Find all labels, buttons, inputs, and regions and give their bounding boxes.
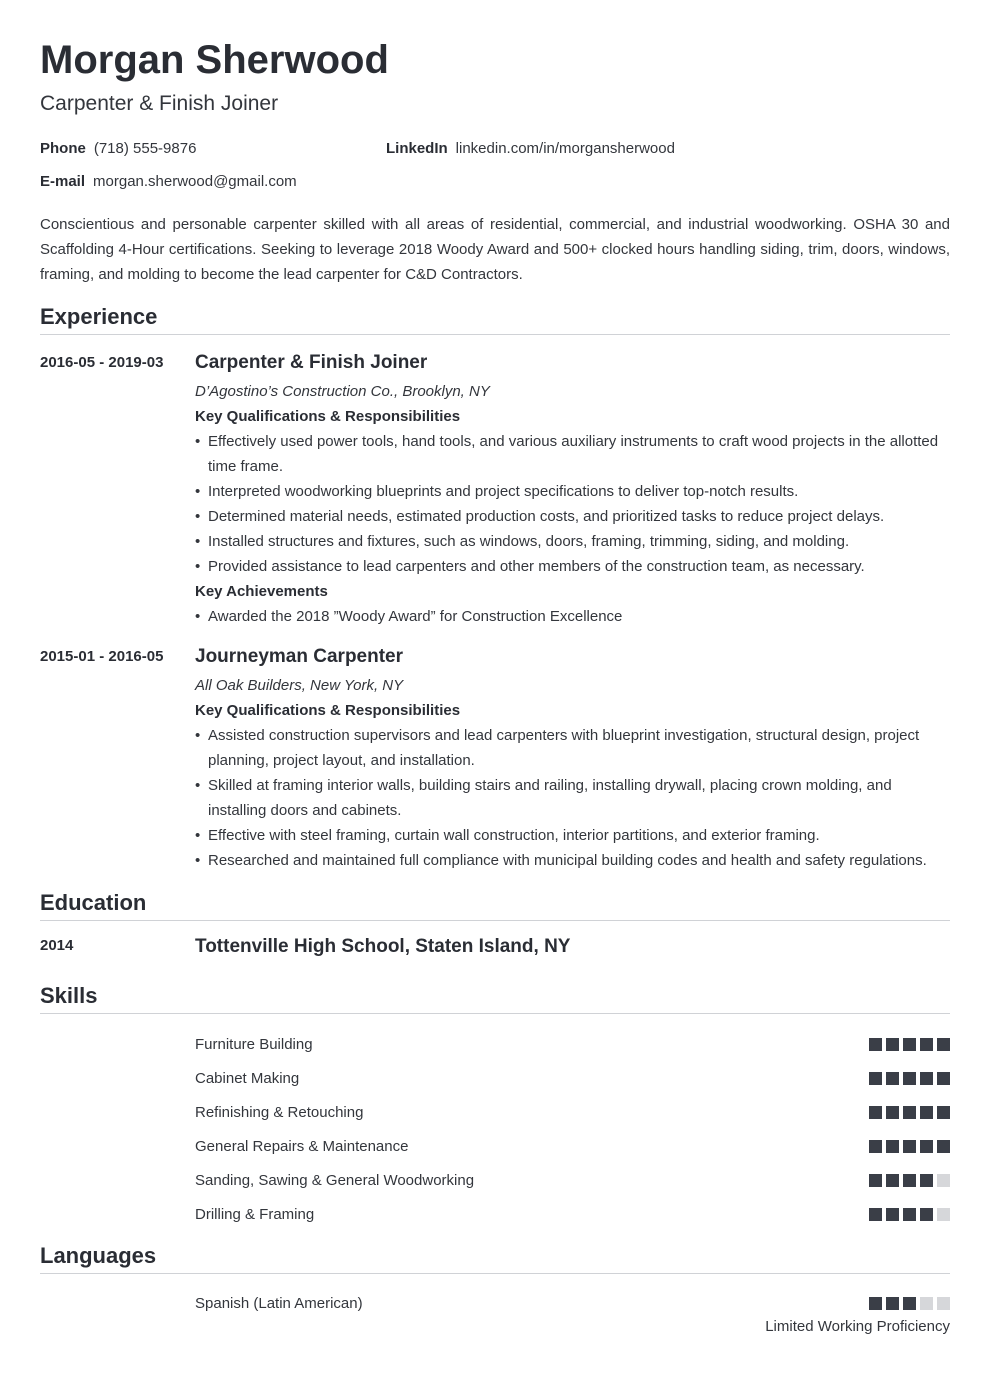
rating-square-filled <box>920 1174 933 1187</box>
education-heading: Education <box>40 890 950 921</box>
linkedin-link[interactable]: linkedin.com/in/morgansherwood <box>455 140 675 157</box>
experience-entry <box>40 349 950 629</box>
rating-square-filled <box>886 1208 899 1221</box>
language-name: Spanish (Latin American) <box>195 1294 363 1312</box>
job-company: All Oak Builders, New York, NY <box>195 677 404 694</box>
language-rating <box>865 1297 950 1310</box>
rating-square-filled <box>869 1140 882 1153</box>
rating-square-filled <box>920 1208 933 1221</box>
rating-square-empty <box>937 1208 950 1221</box>
job-dates: 2015-01 - 2016-05 <box>40 648 164 665</box>
rating-square-filled <box>886 1038 899 1051</box>
skill-name: Furniture Building <box>195 1035 313 1053</box>
linkedin-item <box>386 139 675 159</box>
rating-square-filled <box>869 1297 882 1310</box>
rating-square-filled <box>869 1106 882 1119</box>
skill-rating <box>865 1106 950 1119</box>
rating-square-filled <box>869 1072 882 1085</box>
language-proficiency: Limited Working Proficiency <box>765 1318 950 1335</box>
rating-square-filled <box>903 1038 916 1051</box>
skill-rating <box>865 1038 950 1051</box>
job-details <box>195 349 950 629</box>
rating-square-filled <box>886 1140 899 1153</box>
languages-heading: Languages <box>40 1243 950 1274</box>
list-item: • Effectively used power tools, hand tools, and various auxiliary instruments to craft wood projects in the allotted time frame. <box>195 429 950 479</box>
rating-square-empty <box>937 1297 950 1310</box>
skill-row <box>40 1027 950 1061</box>
skill-name: Cabinet Making <box>195 1069 300 1087</box>
rating-square-filled <box>937 1106 950 1119</box>
list-item: • Effective with steel framing, curtain wall construction, interior partitions, and exterior framing. <box>195 823 950 848</box>
rating-square-empty <box>920 1297 933 1310</box>
resume-page <box>40 0 950 1337</box>
job-title: Journeyman Carpenter <box>195 646 404 667</box>
rating-square-filled <box>937 1072 950 1085</box>
rating-square-filled <box>920 1106 933 1119</box>
skill-name: Sanding, Sawing & General Woodworking <box>195 1171 475 1189</box>
profile-summary: Conscientious and personable carpenter skilled with all areas of residential, commercial, and industrial woodworking. OSHA 30 and Scaffolding 4-Hour certifications. Seeking to leverage 2018 Woody Award and 500+ clocked hours handling siding, trim, doors, windows, framing, and molding to become the lead carpenter for C&D Contractors. <box>40 216 950 283</box>
contact-row <box>40 139 950 159</box>
list-item: • Provided assistance to lead carpenters and other members of the construction team, as necessary. <box>195 554 950 579</box>
languages-list <box>40 1286 950 1337</box>
candidate-title: Carpenter & Finish Joiner <box>40 92 279 115</box>
list-item: • Assisted construction supervisors and lead carpenters with blueprint investigation, structural design, project planning, project layout, and installation. <box>195 723 950 773</box>
skills-list <box>40 1027 950 1231</box>
rating-square-filled <box>903 1297 916 1310</box>
responsibilities-list <box>195 723 950 873</box>
rating-square-filled <box>937 1140 950 1153</box>
rating-square-filled <box>869 1174 882 1187</box>
skill-row <box>40 1197 950 1231</box>
skill-rating <box>865 1140 950 1153</box>
rating-square-filled <box>869 1038 882 1051</box>
school-name: Tottenville High School, Staten Island, NY <box>195 936 571 957</box>
job-dates: 2016-05 - 2019-03 <box>40 354 164 371</box>
skill-row <box>40 1061 950 1095</box>
list-item: • Skilled at framing interior walls, building stairs and railing, installing drywall, placing crown molding, and installing doors and cabinets. <box>195 773 950 823</box>
rating-square-filled <box>903 1174 916 1187</box>
phone-value: (718) 555-9876 <box>93 140 197 157</box>
skill-name: General Repairs & Maintenance <box>195 1137 409 1155</box>
skill-rating <box>865 1174 950 1187</box>
skill-row <box>40 1129 950 1163</box>
rating-square-filled <box>920 1038 933 1051</box>
list-item: • Interpreted woodworking blueprints and project specifications to deliver top-notch results. <box>195 479 950 504</box>
rating-square-filled <box>920 1140 933 1153</box>
rating-square-filled <box>903 1140 916 1153</box>
job-details <box>195 643 950 873</box>
achievements-list <box>195 604 950 629</box>
responsibilities-list <box>195 429 950 579</box>
rating-square-filled <box>903 1072 916 1085</box>
list-item: • Determined material needs, estimated production costs, and prioritized tasks to reduce project delays. <box>195 504 950 529</box>
rating-square-filled <box>869 1208 882 1221</box>
skill-name: Refinishing & Retouching <box>195 1103 364 1121</box>
candidate-name: Morgan Sherwood <box>40 38 389 82</box>
email-item <box>40 172 386 192</box>
experience-heading: Experience <box>40 304 950 335</box>
rating-square-filled <box>937 1038 950 1051</box>
job-title: Carpenter & Finish Joiner <box>195 352 428 373</box>
list-item: • Researched and maintained full compliance with municipal building codes and health and safety regulations. <box>195 848 950 873</box>
phone-label: Phone <box>40 140 86 157</box>
contact-info <box>40 139 950 192</box>
rating-square-filled <box>886 1174 899 1187</box>
rating-square-filled <box>903 1208 916 1221</box>
education-entry <box>40 933 950 961</box>
email-label: E-mail <box>40 173 86 190</box>
language-row <box>40 1286 950 1320</box>
rating-square-filled <box>886 1072 899 1085</box>
rating-square-empty <box>937 1174 950 1187</box>
qualifications-heading: Key Qualifications & Responsibilities <box>195 408 461 425</box>
rating-square-filled <box>886 1297 899 1310</box>
contact-row <box>40 172 950 192</box>
email-link[interactable]: morgan.sherwood@gmail.com <box>93 173 297 190</box>
skills-heading: Skills <box>40 983 950 1014</box>
rating-square-filled <box>886 1106 899 1119</box>
job-company: D’Agostino’s Construction Co., Brooklyn, NY <box>195 383 490 400</box>
skill-rating <box>865 1208 950 1221</box>
rating-square-filled <box>903 1106 916 1119</box>
education-year: 2014 <box>40 937 74 954</box>
rating-square-filled <box>920 1072 933 1085</box>
list-item: • Installed structures and fixtures, such as windows, doors, framing, trimming, siding, and molding. <box>195 529 950 554</box>
skill-row <box>40 1095 950 1129</box>
skill-name: Drilling & Framing <box>195 1205 315 1223</box>
list-item: • Awarded the 2018 ”Woody Award” for Construction Excellence <box>195 604 950 629</box>
phone-item <box>40 139 386 159</box>
experience-entry <box>40 643 950 873</box>
skill-row <box>40 1163 950 1197</box>
education-details <box>195 933 950 961</box>
skill-rating <box>865 1072 950 1085</box>
achievements-heading: Key Achievements <box>195 583 328 600</box>
linkedin-label: LinkedIn <box>386 140 448 157</box>
qualifications-heading: Key Qualifications & Responsibilities <box>195 702 461 719</box>
